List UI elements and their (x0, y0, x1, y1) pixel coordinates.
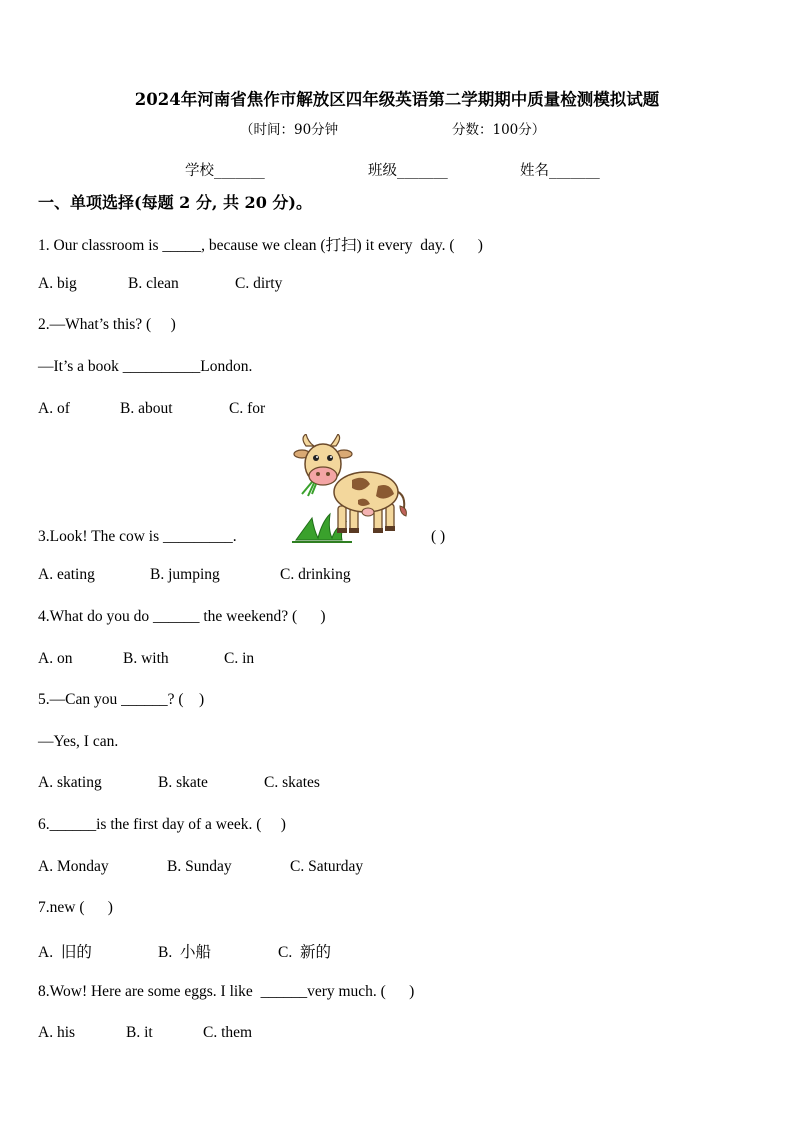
question-6: 6.______is the first day of a week. ( ) (38, 816, 286, 833)
exam-time: （时间：90分钟 (240, 122, 339, 138)
q2-option-c: C. for (229, 400, 266, 417)
q1-option-a: A. big (38, 275, 77, 292)
q2-option-b: B. about (120, 400, 173, 417)
question-8: 8.Wow! Here are some eggs. I like ______very much. ( ) (38, 983, 415, 1000)
q1-option-b: B. clean (128, 275, 179, 292)
q3-option-c: C. drinking (280, 566, 351, 583)
question-5: 5.—Can you ______? ( ) (38, 691, 205, 708)
q6-option-c: C. Saturday (290, 858, 364, 875)
q6-option-a: A. Monday (38, 858, 109, 875)
q5-option-b: B. skate (158, 774, 208, 791)
question-3: 3.Look! The cow is _________. (38, 528, 237, 545)
q1-option-c: C. dirty (235, 275, 283, 292)
q3-option-b: B. jumping (150, 566, 220, 583)
question-2: 2.—What’s this? ( ) (38, 316, 176, 333)
q7-option-a: A. 旧的 (38, 944, 92, 961)
q7-option-c: C. 新的 (278, 944, 331, 961)
question-1: 1. Our classroom is _____, because we clean (打扫) it every day. ( ) (38, 237, 483, 254)
section-title: 一、单项选择(每题 2 分, 共 20 分)。 (38, 193, 312, 212)
question-4: 4.What do you do ______ the weekend? ( ) (38, 608, 326, 625)
q4-option-a: A. on (38, 650, 73, 667)
q4-option-c: C. in (224, 650, 255, 667)
q8-option-c: C. them (203, 1024, 253, 1041)
question-5-answer-line: —Yes, I can. (38, 733, 119, 750)
q7-option-b: B. 小船 (158, 944, 211, 961)
question-3-bracket: ( ) (431, 528, 446, 545)
cow-illustration (292, 434, 426, 544)
q5-option-a: A. skating (38, 774, 102, 791)
class-field: 班级_______ (368, 163, 448, 179)
name-field: 姓名_______ (520, 163, 600, 179)
question-7: 7.new ( ) (38, 899, 113, 916)
q2-option-a: A. of (38, 400, 70, 417)
q8-option-b: B. it (126, 1024, 153, 1041)
page-title: 2024年河南省焦作市解放区四年级英语第二学期期中质量检测模拟试题 (134, 90, 660, 109)
school-field: 学校_______ (185, 163, 265, 179)
q6-option-b: B. Sunday (167, 858, 232, 875)
question-2-answer-line: —It’s a book __________London. (38, 358, 253, 375)
q5-option-c: C. skates (264, 774, 320, 791)
q8-option-a: A. his (38, 1024, 76, 1041)
q4-option-b: B. with (123, 650, 169, 667)
q3-option-a: A. eating (38, 566, 95, 583)
exam-score: 分数：100分） (452, 122, 546, 138)
